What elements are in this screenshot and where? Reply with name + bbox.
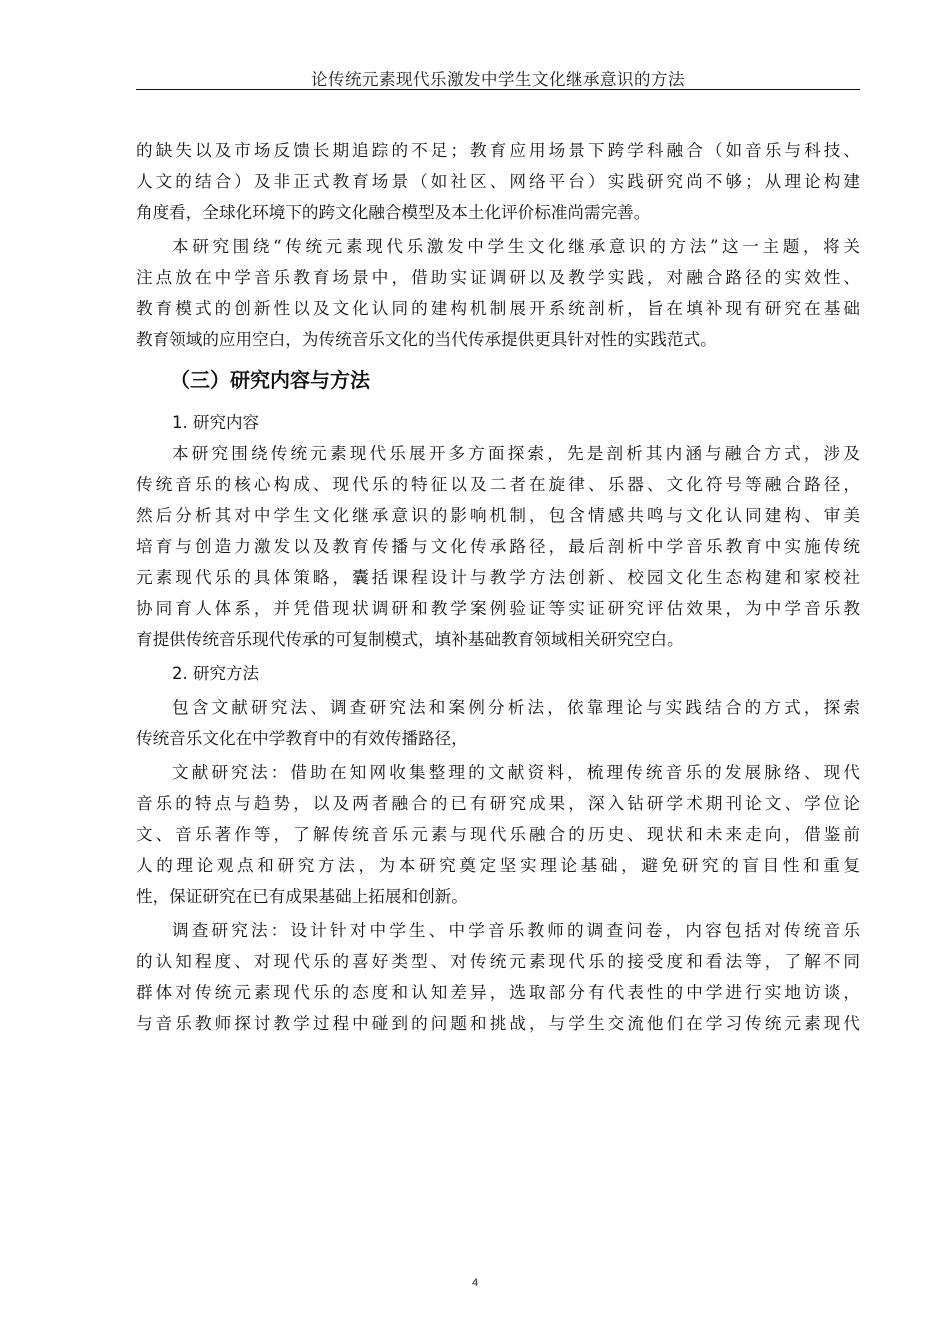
text-line: 然后分析其对中学生文化继承意识的影响机制，包含情感共鸣与文化认同建构、审美 bbox=[136, 506, 860, 525]
text-line: 传统音乐文化在中学教育中的有效传播路径， bbox=[136, 729, 468, 748]
text-line: 的缺失以及市场反馈长期追踪的不足；教育应用场景下跨学科融合（如音乐与科技、 bbox=[136, 141, 860, 160]
text-line: 的认知程度、对现代乐的喜好类型、对传统元素现代乐的接受度和看法等，了解不同 bbox=[136, 952, 860, 971]
text-line: 与音乐教师探讨教学过程中碰到的问题和挑战，与学生交流他们在学习传统元素现代 bbox=[136, 1014, 860, 1033]
text-line: 音乐的特点与趋势，以及两者融合的已有研究成果，深入钻研学术期刊论文、学位论 bbox=[136, 794, 860, 813]
running-header: 论传统元素现代乐激发中学生文化继承意识的方法 bbox=[311, 70, 685, 89]
text-line: 育提供传统音乐现代传承的可复制模式，填补基础教育领域相关研究空白。 bbox=[136, 630, 684, 649]
text-line: 调查研究法：设计针对中学生、中学音乐教师的调查问卷，内容包括对传统音乐 bbox=[172, 921, 860, 940]
paragraph-literature-method bbox=[136, 757, 860, 912]
paragraph-research-focus bbox=[136, 231, 860, 355]
paragraph-continuation bbox=[136, 135, 860, 228]
text-line: 协同育人体系，并凭借现状调研和教学案例验证等实证研究评估效果，为中学音乐教 bbox=[136, 599, 860, 618]
text-line: 群体对传统元素现代乐的态度和认知差异，选取部分有代表性的中学进行实地访谈， bbox=[136, 983, 860, 1002]
paragraph-survey-method bbox=[136, 915, 860, 1039]
paragraph-research-content bbox=[136, 438, 860, 655]
text-line: 培育与创造力激发以及教育传播与文化传承路径，最后剖析中学音乐教育中实施传统 bbox=[136, 537, 860, 556]
text-line: 包含文献研究法、调查研究法和案例分析法，依靠理论与实践结合的方式，探索 bbox=[172, 698, 860, 717]
page-number: 4 bbox=[471, 1277, 479, 1289]
body-text bbox=[136, 135, 860, 1039]
subsection-heading-methods: 2. 研究方法 bbox=[172, 664, 259, 683]
text-line: 人的理论观点和研究方法，为本研究奠定坚实理论基础，避免研究的盲目性和重复 bbox=[136, 856, 860, 875]
text-line: 角度看，全球化环境下的跨文化融合模型及本土化评价标准尚需完善。 bbox=[136, 203, 651, 222]
paragraph-methods-intro bbox=[136, 692, 860, 754]
text-line: 本研究围绕传统元素现代乐展开多方面探索，先是剖析其内涵与融合方式，涉及 bbox=[172, 444, 860, 463]
text-line: 文献研究法：借助在知网收集整理的文献资料，梳理传统音乐的发展脉络、现代 bbox=[172, 763, 860, 782]
text-line: 教育模式的创新性以及文化认同的建构机制展开系统剖析，旨在填补现有研究在基础 bbox=[136, 299, 860, 318]
text-line: 教育领域的应用空白，为传统音乐文化的当代传承提供更具针对性的实践范式。 bbox=[136, 330, 717, 349]
text-line: 性，保证研究在已有成果基础上拓展和创新。 bbox=[136, 887, 468, 906]
text-line: 传统音乐的核心构成、现代乐的特征以及二者在旋律、乐器、文化符号等融合路径， bbox=[136, 475, 860, 494]
header-rule bbox=[136, 89, 860, 90]
subsection-heading-content: 1. 研究内容 bbox=[172, 413, 259, 432]
text-line: 人文的结合）及非正式教育场景（如社区、网络平台）实践研究尚不够；从理论构建 bbox=[136, 172, 860, 191]
text-line: 元素现代乐的具体策略，囊括课程设计与教学方法创新、校园文化生态构建和家校社 bbox=[136, 568, 860, 587]
section-heading: （三）研究内容与方法 bbox=[170, 368, 370, 392]
text-line: 注点放在中学音乐教育场景中，借助实证调研以及教学实践，对融合路径的实效性、 bbox=[136, 268, 860, 287]
text-line: 文、音乐著作等，了解传统音乐元素与现代乐融合的历史、现状和未来走向，借鉴前 bbox=[136, 825, 860, 844]
text-line: 本研究围绕“传统元素现代乐激发中学生文化继承意识的方法”这一主题，将关 bbox=[172, 237, 860, 256]
